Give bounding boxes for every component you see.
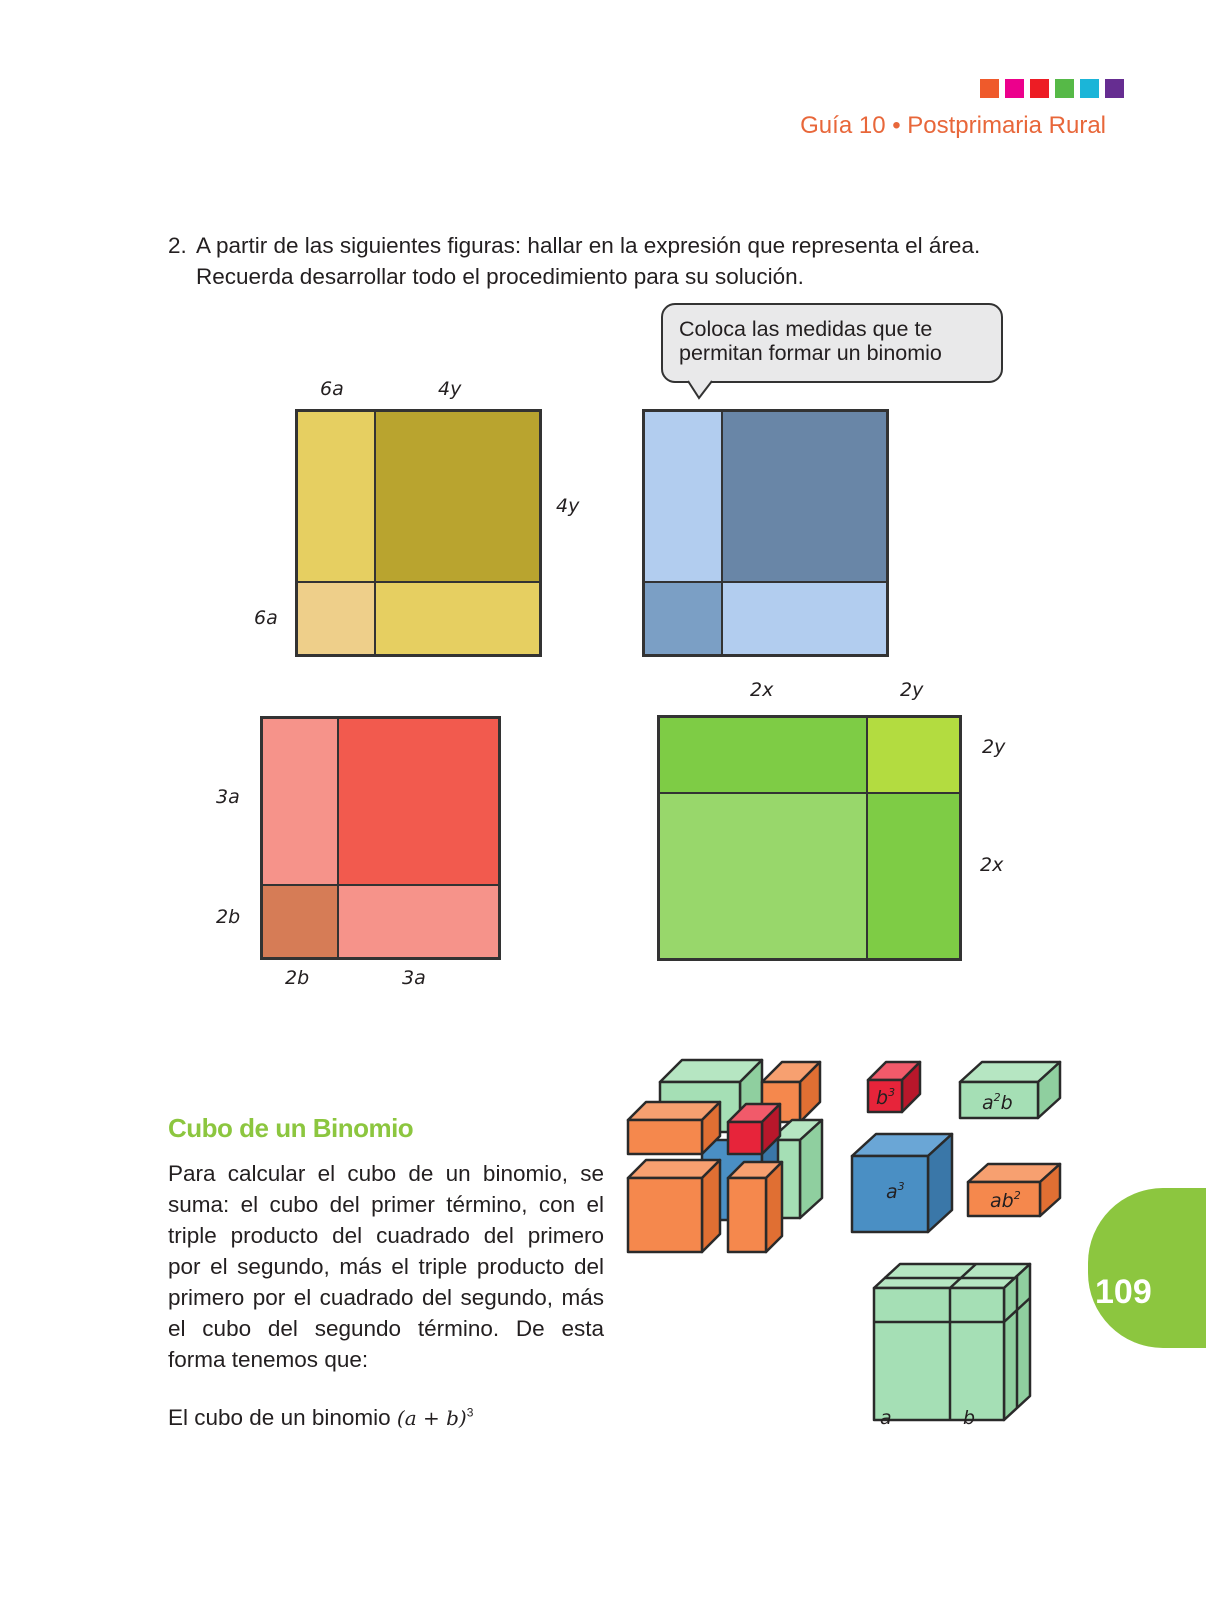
page-number: 109 bbox=[1095, 1273, 1152, 1311]
red-left-label-b: 2b bbox=[216, 906, 241, 928]
green-tall-rect bbox=[867, 793, 960, 959]
color-square-green bbox=[1055, 79, 1074, 98]
binomial-cube-formula bbox=[168, 1405, 473, 1431]
yellow-top-label-a: 6a bbox=[320, 378, 344, 400]
red-left-label-a: 3a bbox=[216, 786, 240, 808]
green-right-label-a: 2y bbox=[982, 736, 1006, 758]
speech-bubble-line-2: permitan formar un binomio bbox=[679, 341, 942, 365]
speech-bubble bbox=[661, 303, 1003, 383]
red-bottom-label-b: 3a bbox=[402, 967, 426, 989]
green-small-square bbox=[867, 717, 960, 793]
yellow-top-label-b: 4y bbox=[438, 378, 462, 400]
exercise-text: A partir de las siguientes figuras: hallar en la expresión que representa el área. Recuerda desarrollar todo el procedimiento para su solución. bbox=[196, 233, 981, 289]
yellow-left-label: 6a bbox=[254, 607, 278, 629]
blue-small-square bbox=[644, 582, 722, 655]
page-number-tab bbox=[1088, 1188, 1206, 1348]
green-top-label-a: 2x bbox=[750, 679, 774, 701]
green-big-square bbox=[659, 793, 867, 959]
yellow-tall-rect bbox=[297, 411, 375, 582]
blue-square-figure bbox=[642, 409, 889, 657]
green-square-figure bbox=[657, 715, 962, 961]
cluster-orange-big-block bbox=[628, 1160, 720, 1252]
header-color-squares bbox=[980, 79, 1124, 98]
section-body: Para calcular el cubo de un binomio, se suma: el cubo del primer término, con el triple producto del cuadrado del primero por el segundo, más el triple producto del primero por el cuadrado del segundo, más el cubo del segundo término. De esta forma tenemos que: bbox=[168, 1161, 604, 1372]
formula-math: (a + b) bbox=[396, 1406, 467, 1430]
red-square-figure bbox=[260, 716, 501, 960]
green-wide-top-rect bbox=[659, 717, 867, 793]
yellow-right-label: 4y bbox=[556, 495, 580, 517]
yellow-big-square bbox=[375, 411, 540, 582]
speech-bubble-line-1: Coloca las medidas que te bbox=[679, 317, 933, 341]
blue-wide-rect bbox=[722, 582, 887, 655]
speech-bubble-tail bbox=[686, 380, 716, 402]
ab2-label: $ab^2$ bbox=[990, 1189, 1021, 1212]
color-square-orange bbox=[980, 79, 999, 98]
color-square-purple bbox=[1105, 79, 1124, 98]
section-title: Cubo de un Binomio bbox=[168, 1113, 414, 1143]
formula-exponent: 3 bbox=[466, 1405, 474, 1420]
blue-tall-rect bbox=[644, 411, 722, 582]
blue-big-square bbox=[722, 411, 887, 582]
color-square-magenta bbox=[1005, 79, 1024, 98]
red-big-square bbox=[338, 718, 499, 885]
a2b-label: $a^2b$ bbox=[982, 1091, 1013, 1114]
cube-axis-label-a: a bbox=[880, 1407, 892, 1429]
binomial-cube-illustration bbox=[620, 1050, 1080, 1450]
yellow-square-figure bbox=[295, 409, 542, 657]
exercise-number: 2. bbox=[168, 233, 187, 258]
header-title: Guía 10 • Postprimaria Rural bbox=[800, 112, 1106, 139]
red-small-square bbox=[262, 885, 338, 958]
big-composite-cube bbox=[874, 1264, 1030, 1420]
formula-prefix: El cubo de un binomio bbox=[168, 1405, 391, 1430]
green-top-label-b: 2y bbox=[900, 679, 924, 701]
a-cubed-label: $a^3$ bbox=[886, 1180, 905, 1203]
yellow-wide-rect bbox=[375, 582, 540, 655]
cluster-orange-left-top-block bbox=[628, 1102, 720, 1154]
b-cubed-label: $b^3$ bbox=[876, 1086, 896, 1109]
color-square-red bbox=[1030, 79, 1049, 98]
color-square-cyan bbox=[1080, 79, 1099, 98]
red-tall-rect bbox=[262, 718, 338, 885]
cluster-orange-tall-block bbox=[728, 1162, 782, 1252]
green-right-label-b: 2x bbox=[980, 854, 1004, 876]
red-bottom-label-a: 2b bbox=[285, 967, 310, 989]
red-wide-rect bbox=[338, 885, 499, 958]
exercise-instruction bbox=[168, 230, 1078, 292]
yellow-small-square bbox=[297, 582, 375, 655]
cube-axis-label-b: b bbox=[963, 1407, 976, 1429]
